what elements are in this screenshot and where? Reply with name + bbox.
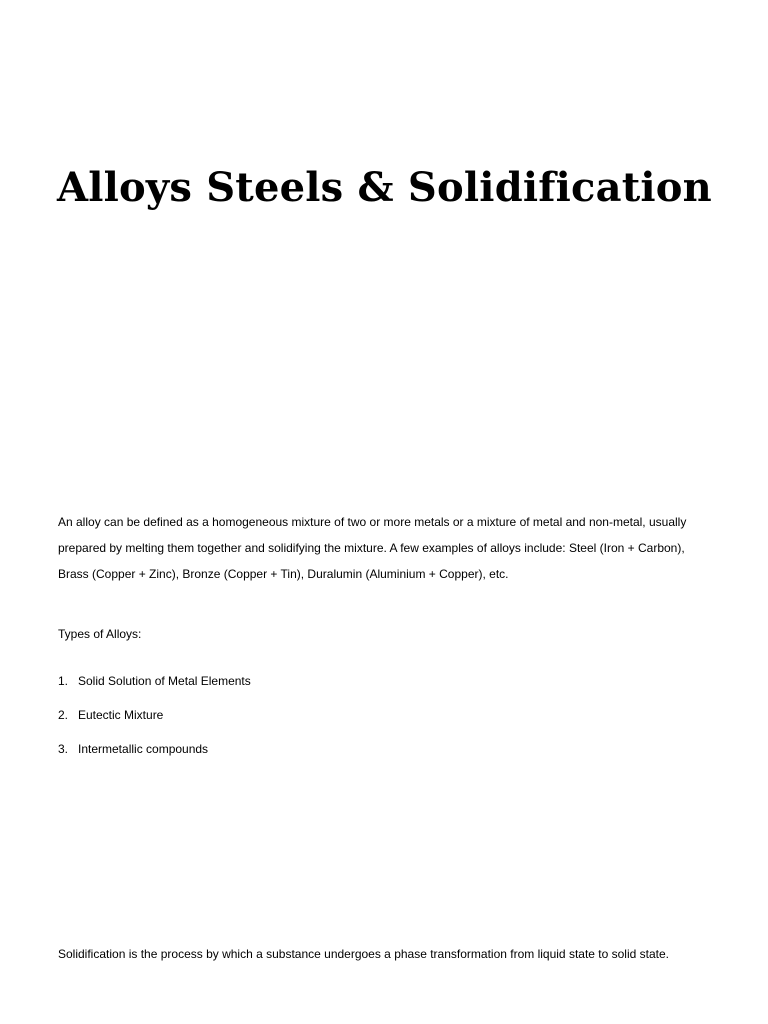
list-item-number: 1. (58, 674, 69, 688)
list-item-label: Eutectic Mixture (78, 708, 164, 722)
solidification-paragraph: Solidification is the process by which a substance undergoes a phase transformation from liquid state to solid state. (58, 947, 669, 961)
list-item (58, 668, 251, 702)
list-item-label: Intermetallic compounds (78, 742, 209, 756)
types-list (58, 668, 251, 770)
list-item-number: 2. (58, 708, 69, 722)
list-item-label: Solid Solution of Metal Elements (78, 674, 251, 688)
list-item (58, 736, 251, 770)
list-item (58, 702, 251, 736)
list-item-number: 3. (58, 742, 69, 756)
document-title: Alloys Steels & Solidification (57, 164, 712, 211)
intro-paragraph: An alloy can be defined as a homogeneous mixture of two or more metals or a mixture of metal and non-metal, usually prepared by melting them together and solidifying the mixture. A few examples of alloys include: Steel (Iron + Carbon), Brass (Copper + Zinc), Bronze (Copper + Tin), Duralumin (Aluminium + Copper), etc. (58, 515, 687, 581)
types-heading: Types of Alloys: (58, 627, 142, 641)
